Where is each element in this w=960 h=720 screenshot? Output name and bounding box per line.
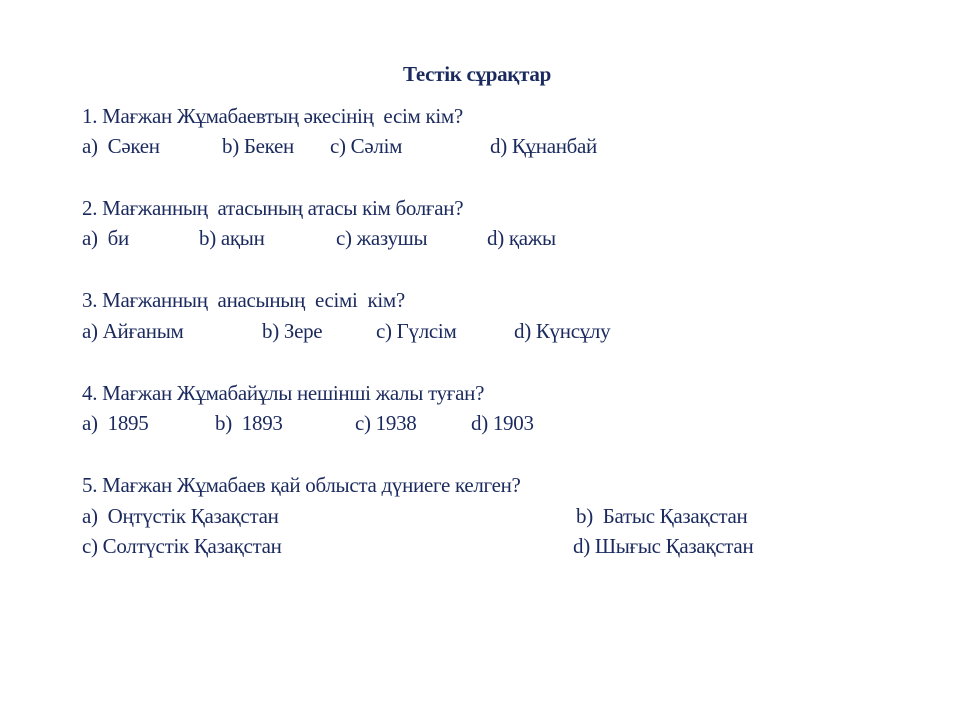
q5-option-d: d) Шығыс Қазақстан: [573, 534, 754, 558]
q2-option-b: b) ақын: [199, 226, 265, 250]
q1-option-c: c) Сәлім: [330, 134, 403, 158]
q3-option-c: c) Гүлсім: [376, 319, 457, 343]
q3-option-d: d) Күнсұлу: [514, 319, 611, 343]
q4-option-c: c) 1938: [355, 411, 417, 435]
q2-option-c: c) жазушы: [336, 226, 428, 250]
q2-option-d: d) қажы: [487, 226, 556, 250]
q5-option-a: a) Оңтүстік Қазақстан: [82, 504, 279, 528]
question-1: 1. Мағжан Жұмабаевтың әкесінің есім кім?: [82, 104, 463, 128]
slide-title: Тестік сұрақтар: [403, 62, 551, 86]
question-2: 2. Мағжанның атасының атасы кім болған?: [82, 196, 464, 220]
q1-option-a: a) Сәкен: [82, 134, 160, 158]
q1-option-d: d) Құнанбай: [490, 134, 597, 158]
question-4: 4. Мағжан Жұмабайұлы нешінші жалы туған?: [82, 381, 485, 405]
q5-option-b: b) Батыс Қазақстан: [576, 504, 748, 528]
q3-option-a: a) Айғаным: [82, 319, 184, 343]
q4-option-b: b) 1893: [215, 411, 283, 435]
q2-option-a: a) би: [82, 226, 129, 250]
question-3: 3. Мағжанның анасының есімі кім?: [82, 288, 405, 312]
q4-option-a: a) 1895: [82, 411, 149, 435]
question-5: 5. Мағжан Жұмабаев қай облыста дүниеге келген?: [82, 473, 521, 497]
q3-option-b: b) Зере: [262, 319, 323, 343]
q5-option-c: c) Солтүстік Қазақстан: [82, 534, 282, 558]
q1-option-b: b) Бекен: [222, 134, 294, 158]
q4-option-d: d) 1903: [471, 411, 534, 435]
